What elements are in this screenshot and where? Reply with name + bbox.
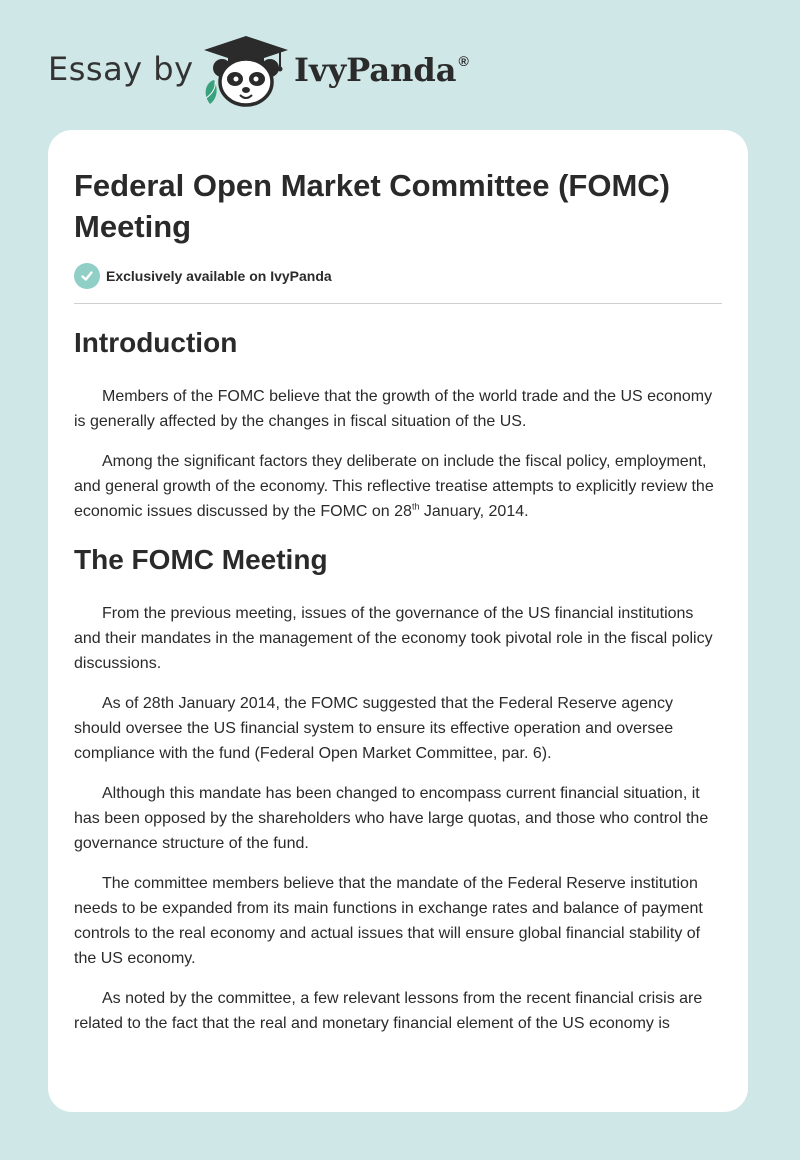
exclusive-badge (74, 263, 332, 289)
paragraph: The committee members believe that the mandate of the Federal Reserve institution needs to be expanded from its main functions in exchange rates and balance of payment controls to the real economy and actual issues that will ensure global financial stability of the US economy. (74, 875, 703, 967)
brand-prefix: Essay by (48, 50, 194, 88)
registered-mark: ® (458, 53, 469, 69)
paragraph: As of 28th January 2014, the FOMC suggested that the Federal Reserve agency should oversee the US financial system to ensure its effective operation and oversee compliance with the fund (Federal Open Market Committee, par. 6). (74, 695, 674, 762)
paragraph: Although this mandate has been changed to encompass current financial situation, it has been opposed by the shareholders who have large quotas, and those who control the governance structure of the fund. (74, 785, 709, 852)
divider (74, 303, 722, 304)
section-heading-fomc-meeting: The FOMC Meeting (74, 544, 328, 575)
brand-name[interactable]: IvyPanda ® (294, 51, 469, 89)
exclusive-text: Exclusively available on IvyPanda (106, 268, 332, 284)
panda-graduate-icon[interactable] (200, 34, 292, 108)
paragraph: Members of the FOMC believe that the growth of the world trade and the US economy is generally affected by the changes in fiscal situation of the US. (74, 388, 713, 430)
ordinal-suffix: th (411, 501, 420, 512)
section-heading-introduction: Introduction (74, 327, 238, 358)
page-title: Federal Open Market Committee (FOMC) Meeting (74, 168, 670, 244)
paragraph: From the previous meeting, issues of the governance of the US financial institutions and their mandates in the management of the economy took pivotal role in the fiscal policy discussions. (74, 605, 713, 672)
essay-card (48, 130, 748, 1112)
paragraph: Among the significant factors they deliberate on include the fiscal policy, employment, and general growth of the economy. This reflective treatise attempts to explicitly review the economic issues discussed by the FOMC on 28th January, 2014. (74, 453, 714, 520)
paragraph: As noted by the committee, a few relevant lessons from the recent financial crisis are related to the fact that the real and monetary financial element of the US economy is (74, 990, 703, 1032)
brand-header (48, 34, 508, 108)
article-body (74, 322, 722, 1051)
check-icon (74, 263, 100, 289)
